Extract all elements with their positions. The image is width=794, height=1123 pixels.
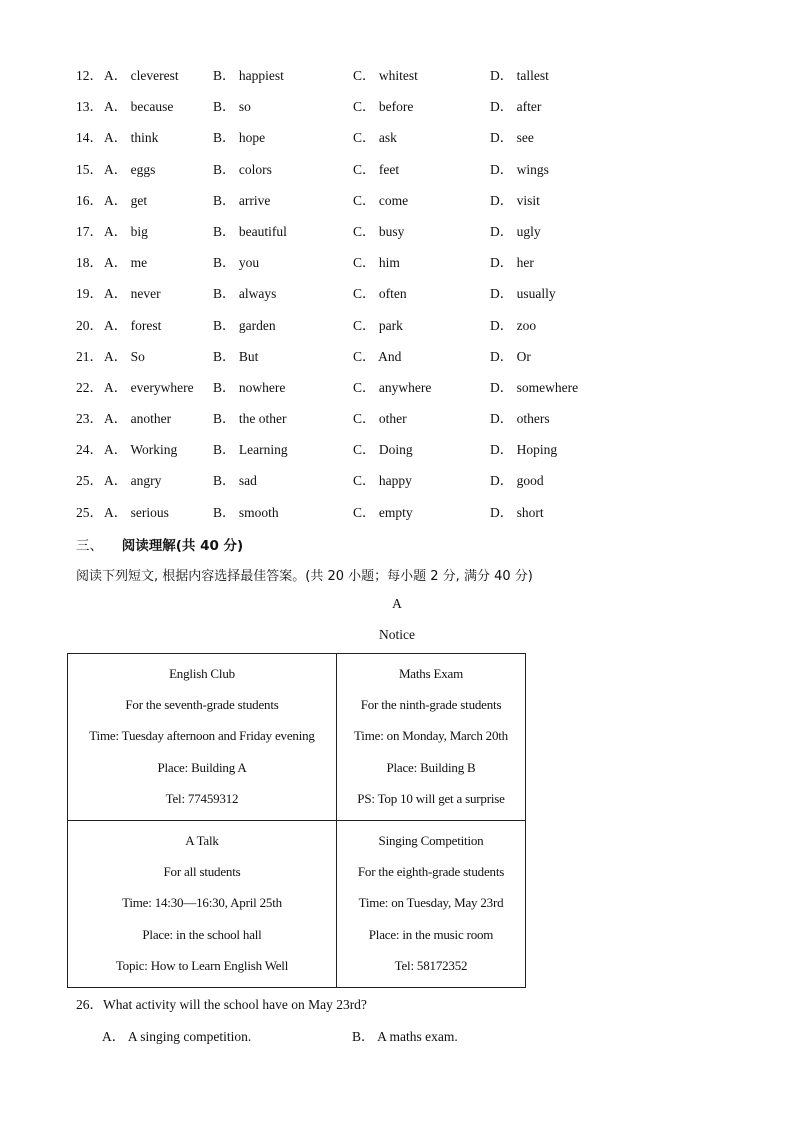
question-number: 17． <box>76 223 103 239</box>
question-number: 16． <box>76 192 103 208</box>
notice-cell-audience: For the ninth-grade students <box>360 697 502 713</box>
notice-cell-extra: PS: Top 10 will get a surprise <box>357 790 505 806</box>
question-row <box>76 503 676 534</box>
notice-cell-talk <box>68 821 337 988</box>
notice-cell-extra: Topic: How to Learn English Well <box>115 957 289 973</box>
question-26-options <box>102 1025 702 1047</box>
option-b: B． nowhere <box>213 379 286 395</box>
option-c: C． Doing <box>353 442 413 458</box>
option-c: C． park <box>353 317 403 333</box>
option-d: D． ugly <box>490 223 541 239</box>
question-number: 14． <box>76 130 103 146</box>
notice-cell-place: Place: in the music room <box>368 926 494 942</box>
option-a: A． think <box>104 130 159 146</box>
question-row <box>76 66 676 97</box>
choice-question-list <box>76 66 676 534</box>
option-b: B． the other <box>213 411 287 427</box>
option-d: D． good <box>490 473 544 489</box>
question-number: 25． <box>76 473 103 489</box>
option-d: D． zoo <box>490 317 537 333</box>
notice-cell-extra: Tel: 77459312 <box>165 790 239 806</box>
notice-cell-time: Time: on Monday, March 20th <box>354 728 508 744</box>
question-number: 15． <box>76 161 103 177</box>
option-b: B． hope <box>213 130 266 146</box>
option-d: D． others <box>490 411 550 427</box>
notice-cell-audience: For all students <box>163 864 241 880</box>
question-row <box>76 378 676 409</box>
option-a: A． A singing competition. <box>102 1029 252 1044</box>
question-number: 22． <box>76 379 103 395</box>
section-number: 三、 <box>76 538 103 554</box>
option-a: A． big <box>104 223 148 239</box>
notice-cell-time: Time: Tuesday afternoon and Friday evening <box>89 728 315 744</box>
question-number: 20． <box>76 317 103 333</box>
option-d: D． tallest <box>490 68 549 83</box>
option-d: D． Hoping <box>490 442 558 458</box>
question-row <box>76 347 676 378</box>
option-c: C． empty <box>353 504 413 520</box>
option-b: B． beautiful <box>213 223 287 239</box>
passage-letter: A <box>392 596 402 611</box>
question-row <box>76 316 676 347</box>
notice-cell-place: Place: Building A <box>157 759 247 775</box>
question-row <box>76 191 676 222</box>
notice-table <box>67 653 526 988</box>
option-c: C． come <box>353 192 409 208</box>
question-row <box>76 222 676 253</box>
option-a: A． serious <box>104 504 169 520</box>
option-a: A． me <box>104 255 148 271</box>
notice-cell-time: Time: on Tuesday, May 23rd <box>358 895 504 911</box>
question-row <box>76 253 676 284</box>
option-d: D． somewhere <box>490 379 579 395</box>
option-b: B． you <box>213 255 260 271</box>
section-heading <box>76 534 243 554</box>
question-row <box>76 128 676 159</box>
question-row <box>76 409 676 440</box>
option-b: B． happiest <box>213 68 284 83</box>
option-b: B． colors <box>213 161 272 177</box>
notice-cell-title: A Talk <box>185 833 219 848</box>
notice-title: Notice <box>379 627 415 642</box>
option-b: B． arrive <box>213 192 271 208</box>
question-number: 21． <box>76 348 103 364</box>
section-title: 阅读理解(共 40 分) <box>121 538 244 554</box>
question-row <box>76 160 676 191</box>
question-number: 23． <box>76 411 103 427</box>
question-row <box>76 440 676 471</box>
question-row <box>76 471 676 502</box>
notice-cell-title: Singing Competition <box>378 833 484 848</box>
option-a: A． So <box>104 348 145 364</box>
option-c: C． other <box>353 411 407 427</box>
option-b: B． But <box>213 348 259 364</box>
option-d: D． visit <box>490 192 540 208</box>
option-a: A． Working <box>104 442 178 458</box>
option-c: C． ask <box>353 130 397 146</box>
option-b: B． A maths exam. <box>352 1029 458 1044</box>
option-d: D． see <box>490 130 534 146</box>
notice-cell-place: Place: Building B <box>386 759 476 775</box>
notice-cell-audience: For the eighth-grade students <box>357 864 505 880</box>
question-row <box>76 284 676 315</box>
option-c: C． busy <box>353 223 405 239</box>
notice-cell-maths-exam <box>337 654 526 821</box>
option-a: A． another <box>104 411 172 427</box>
option-b: B． so <box>213 99 251 115</box>
question-number: 13． <box>76 99 103 115</box>
section-instructions: 阅读下列短文, 根据内容选择最佳答案。(共 20 小题；每小题 2 分, 满分 40 分) <box>76 569 533 584</box>
option-a: A． forest <box>104 317 162 333</box>
question-row <box>76 97 676 128</box>
option-c: C． him <box>353 255 400 271</box>
option-b: B． always <box>213 286 277 302</box>
option-c: C． before <box>353 99 414 115</box>
option-c: C． anywhere <box>353 379 432 395</box>
option-a: A． get <box>104 192 148 208</box>
option-d: D． after <box>490 99 542 115</box>
option-a: A． angry <box>104 473 162 489</box>
question-number: 25． <box>76 504 103 520</box>
notice-cell-extra: Tel: 58172352 <box>394 957 468 973</box>
option-d: D． her <box>490 255 534 271</box>
option-d: D． Or <box>490 348 531 364</box>
notice-cell-audience: For the seventh-grade students <box>125 697 279 713</box>
option-c: C． And <box>353 348 402 364</box>
option-b: B． sad <box>213 473 257 489</box>
option-b: B． Learning <box>213 442 288 458</box>
question-number: 12． <box>76 68 103 83</box>
question-number: 18． <box>76 255 103 271</box>
question-number: 24． <box>76 442 103 458</box>
option-a: A． because <box>104 99 174 115</box>
notice-cell-time: Time: 14:30—16:30, April 25th <box>122 895 282 911</box>
option-d: D． wings <box>490 161 549 177</box>
option-c: C． often <box>353 286 407 302</box>
notice-cell-english-club <box>68 654 337 821</box>
option-a: A． never <box>104 286 161 302</box>
notice-cell-title: English Club <box>169 666 235 681</box>
notice-cell-place: Place: in the school hall <box>142 926 262 942</box>
question-number: 19． <box>76 286 103 302</box>
option-a: A． eggs <box>104 161 156 177</box>
option-b: B． smooth <box>213 504 279 520</box>
option-a: A． everywhere <box>104 379 194 395</box>
option-a: A． cleverest <box>104 68 179 83</box>
option-c: C． whitest <box>353 68 418 83</box>
option-b: B． garden <box>213 317 276 333</box>
option-c: C． feet <box>353 161 400 177</box>
question-26-text: 26．What activity will the school have on May 23rd? <box>76 997 367 1012</box>
notice-cell-singing-competition <box>337 821 526 988</box>
option-d: D． usually <box>490 286 556 302</box>
option-d: D． short <box>490 504 544 520</box>
option-c: C． happy <box>353 473 412 489</box>
notice-cell-title: Maths Exam <box>398 666 464 681</box>
